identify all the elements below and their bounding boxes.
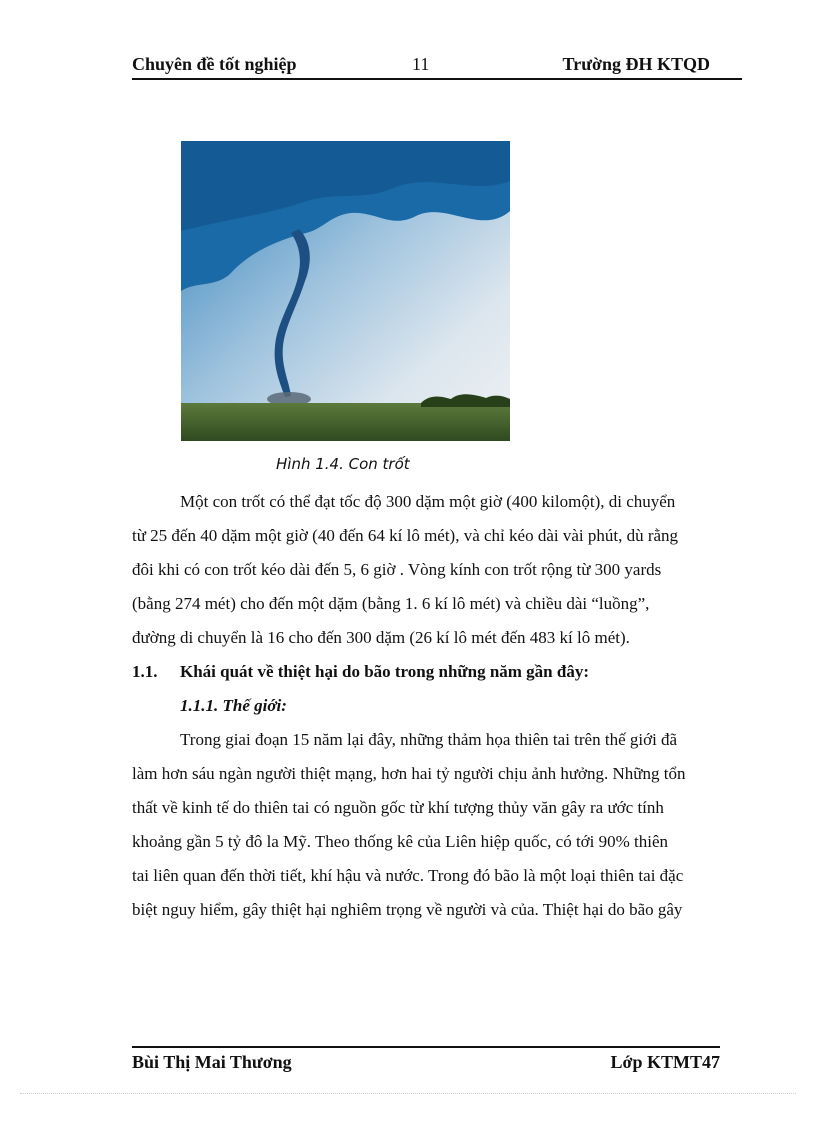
text-line: đường di chuyển là 16 cho đến 300 dặm (26 kí lô mét đến 483 kí lô mét). (132, 628, 630, 647)
text-line: tai liên quan đến thời tiết, khí hậu và nước. Trong đó bão là một loại thiên tai đặc (132, 866, 684, 885)
text-line: (bằng 274 mét) cho đến một dặm (bằng 1. 6 kí lô mét) và chiều dài “luồng”, (132, 594, 650, 613)
page-footer (132, 1046, 720, 1078)
section-heading (132, 655, 742, 689)
footer-author: Bùi Thị Mai Thương (132, 1052, 292, 1072)
text-line: biệt nguy hiểm, gây thiệt hại nghiêm trọng về người và của. Thiệt hại do bão gây (132, 900, 683, 919)
header-university: Trường ĐH KTQD (562, 54, 710, 74)
page-header (132, 52, 742, 80)
text-line: Một con trốt có thể đạt tốc độ 300 dặm một giờ (400 kilomột), di chuyển (180, 492, 676, 511)
section-title: Khái quát về thiệt hại do bão trong những năm gần đây: (180, 662, 590, 681)
text-line: từ 25 đến 40 dặm một giờ (40 đến 64 kí lô mét), và chỉ kéo dài vài phút, dù rằng (132, 526, 679, 545)
text-line: thất về kinh tế do thiên tai có nguồn gốc từ khí tượng thủy văn gây ra ước tính (132, 798, 664, 817)
text-line: khoảng gần 5 tỷ đô la Mỹ. Theo thống kê của Liên hiệp quốc, có tới 90% thiên (132, 832, 669, 851)
footer-class: Lớp KTMT47 (610, 1052, 720, 1072)
page-edge-divider (20, 1093, 796, 1094)
figure-caption: Hình 1.4. Con trốt (276, 455, 410, 473)
section-number: 1.1. (132, 662, 158, 681)
text-line: làm hơn sáu ngàn người thiệt mạng, hơn hai tỷ người chịu ảnh hưởng. Những tổn (132, 764, 686, 783)
paragraph-world-damage (132, 723, 742, 927)
text-line: đôi khi có con trốt kéo dài đến 5, 6 giờ . Vòng kính con trốt rộng từ 300 yards (132, 560, 662, 579)
tornado-photo (181, 141, 510, 441)
header-page-number: 11 (412, 54, 430, 74)
subsection-heading: 1.1.1. Thế giới: (180, 696, 287, 715)
text-line: Trong giai đoạn 15 năm lại đây, những thảm họa thiên tai trên thế giới đã (180, 730, 678, 749)
body-text (132, 485, 742, 927)
header-document-type: Chuyên đề tốt nghiệp (132, 54, 297, 74)
paragraph-tornado-stats (132, 485, 742, 655)
